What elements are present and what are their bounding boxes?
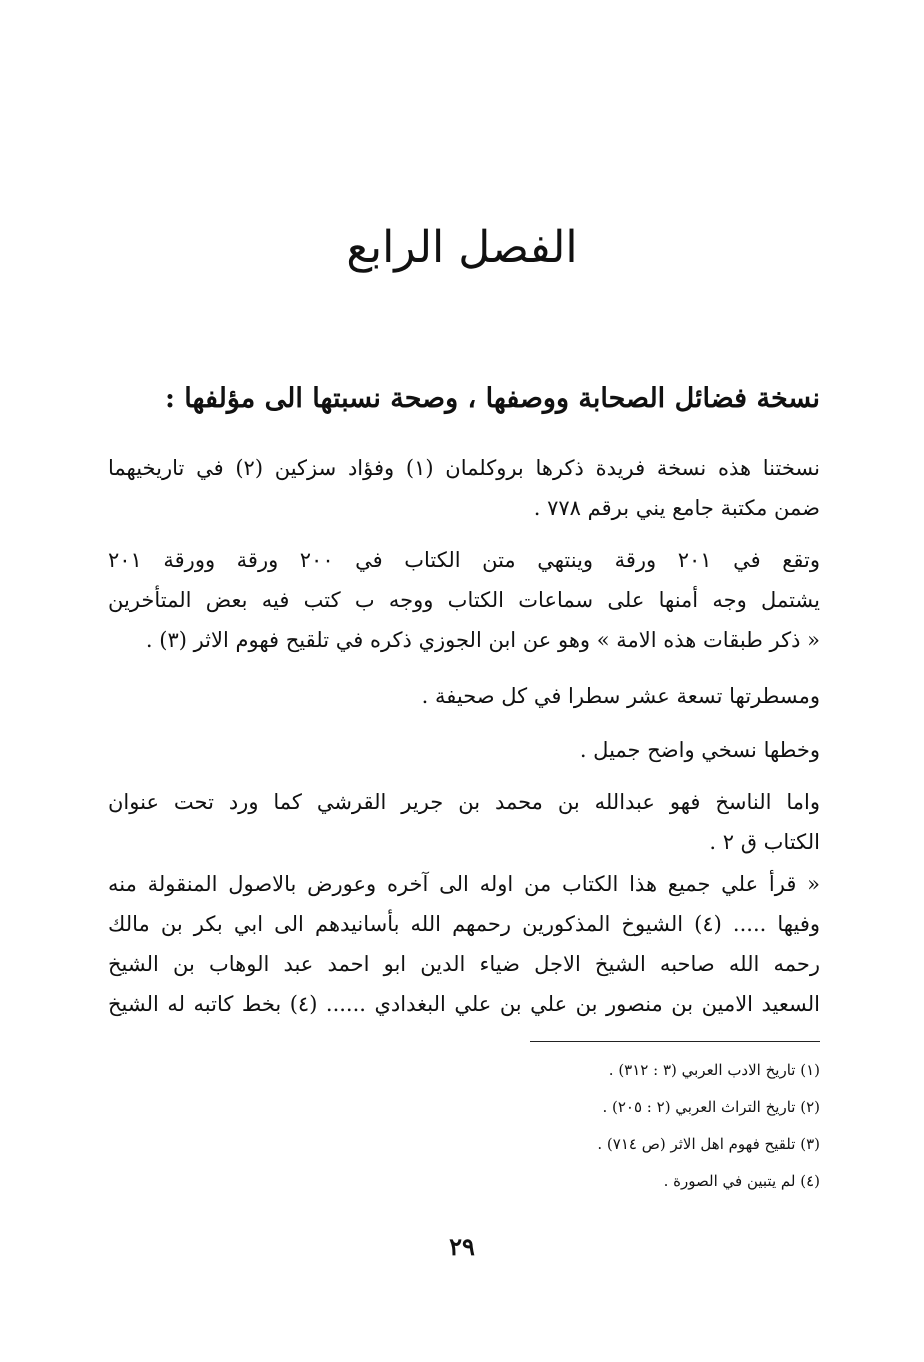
- section-heading: نسخة فضائل الصحابة ووصفها ، وصحة نسبتها الى مؤلفها :: [164, 383, 820, 414]
- footnote-2: (٢) تاريخ التراث العربي (٢ : ٢٠٥) .: [602, 1098, 820, 1116]
- paragraph-1-line-2: ضمن مكتبة جامع يني برقم ٧٧٨ .: [533, 496, 820, 520]
- footnote-1: (١) تاريخ الادب العربي (٣ : ٣١٢) .: [608, 1061, 820, 1079]
- paragraph-2: [108, 540, 820, 660]
- paragraph-4-line-1: وخطها نسخي واضح جميل .: [579, 738, 820, 762]
- footnotes: [300, 1052, 820, 1200]
- paragraph-5-line-1: واما الناسخ فهو عبدالله بن محمد بن جرير القرشي كما ورد تحت عنوان: [108, 790, 820, 814]
- paragraph-3-line-1: ومسطرتها تسعة عشر سطرا في كل صحيفة .: [421, 684, 820, 708]
- paragraph-1: [108, 448, 820, 528]
- paragraph-2-line-2: يشتمل وجه أمنها على سماعات الكتاب ووجه ب كتب فيه بعض المتأخرين: [108, 588, 820, 612]
- paragraph-3: [108, 676, 820, 716]
- footnote-divider: [530, 1041, 820, 1042]
- paragraph-6-line-3: رحمه الله صاحبه الشيخ الاجل ضياء الدين ابو احمد عبد الوهاب بن الشيخ: [108, 952, 820, 976]
- paragraph-6-line-4: السعيد الامين بن منصور بن علي بن علي البغدادي ...... (٤) بخط كاتبه له الشيخ: [108, 992, 820, 1016]
- paragraph-4: [108, 730, 820, 770]
- paragraph-2-line-3: « ذكر طبقات هذه الامة » وهو عن ابن الجوزي ذكره في تلقيح فهوم الاثر (٣) .: [145, 628, 820, 652]
- paragraph-6-line-2: وفيها ..... (٤) الشيوخ المذكورين رحمهم الله بأسانيدهم الى ابي بكر بن مالك: [108, 912, 820, 936]
- paragraph-6-line-1: « قرأ علي جميع هذا الكتاب من اوله الى آخره وعورض بالاصول المنقولة منه: [108, 872, 820, 896]
- paragraph-5: [108, 782, 820, 862]
- paragraph-6: [108, 864, 820, 1024]
- paragraph-2-line-1: وتقع في ٢٠١ ورقة وينتهي متن الكتاب في ٢٠٠ ورقة وورقة ٢٠١: [108, 548, 820, 572]
- footnote-3: (٣) تلقيح فهوم اهل الاثر (ص ٧١٤) .: [597, 1135, 820, 1153]
- page-number: ٢٩: [449, 1232, 475, 1261]
- footnote-4: (٤) لم يتبين في الصورة .: [663, 1172, 820, 1190]
- chapter-title: الفصل الرابع: [346, 222, 578, 273]
- paragraph-5-line-2: الكتاب ق ٢ .: [709, 830, 820, 854]
- paragraph-1-line-1: نسختنا هذه نسخة فريدة ذكرها بروكلمان (١) وفؤاد سزكين (٢) في تاريخيهما: [108, 456, 820, 480]
